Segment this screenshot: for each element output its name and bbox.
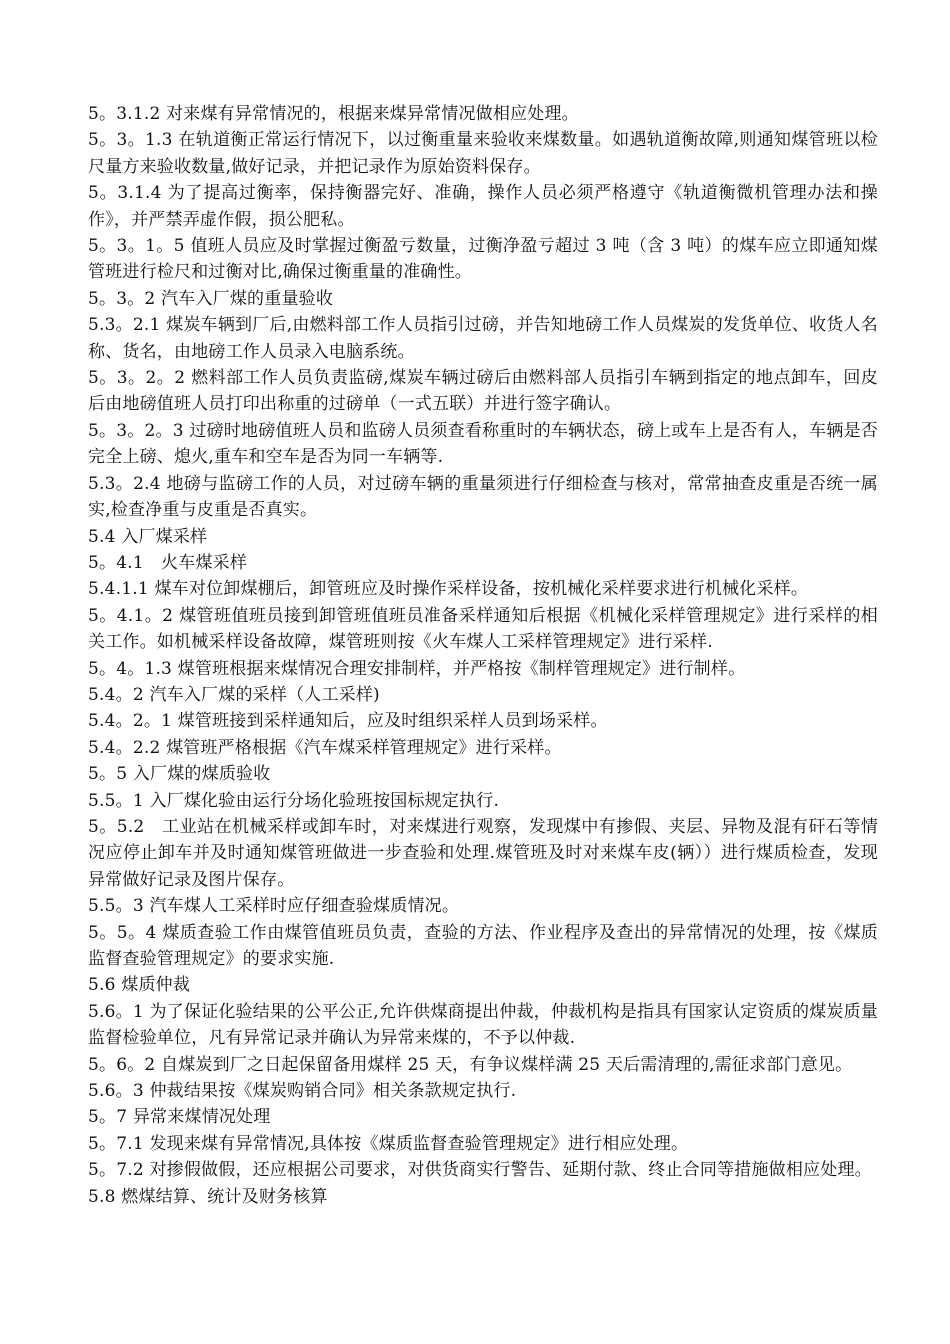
paragraph: 5。3。2。3 过磅时地磅值班人员和监磅人员须查看称重时的车辆状态，磅上或车上是否有人，车辆是否完全上磅、熄火,重车和空车是否为同一车辆等. [88,420,878,468]
paragraph: 5.3。2.4 地磅与监磅工作的人员，对过磅车辆的重量须进行仔细检查与核对，常常抽查皮重是否统一属实,检查净重与皮重是否真实。 [88,473,878,521]
paragraph: 5.4。2。1 煤管班接到采样通知后，应及时组织采样人员到场采样。 [88,711,608,732]
section-heading: 5.4。2 汽车入厂煤的采样（人工采样) [88,684,380,705]
paragraph: 5.5。1 入厂煤化验由运行分场化验班按国标规定执行. [88,790,500,811]
paragraph: 5.6。3 仲裁结果按《煤炭购销合同》相关条款规定执行. [88,1081,517,1102]
paragraph: 5。5。4 煤质查验工作由煤管值班员负责，查验的方法、作业程序及查出的异常情况的处理，按《煤质监督查验管理规定》的要求实施. [88,922,878,969]
paragraph: 5。7.2 对掺假做假，还应根据公司要求，对供货商实行警告、延期付款、终止合同等措施做相应处理。 [88,1160,872,1181]
paragraph: 5。4。1.3 煤管班根据来煤情况合理安排制样，并严格按《制样管理规定》进行制样。 [88,658,746,679]
section-heading: 5.6 煤质仲裁 [88,975,191,996]
document-body [88,101,878,1210]
section-heading: 5.8 燃煤结算、统计及财务核算 [88,1186,328,1207]
paragraph: 5。3。2。2 燃料部工作人员负责监磅,煤炭车辆过磅后由燃料部人员指引车辆到指定的地点卸车，回皮后由地磅值班人员打印出称重的过磅单（一式五联）并进行签字确认。 [88,368,878,415]
paragraph: 5。3。1.3 在轨道衡正常运行情况下，以过衡重量来验收来煤数量。如遇轨道衡故障,则通知煤管班以检尺量方来验收数量,做好记录，并把记录作为原始资料保存。 [88,130,878,177]
paragraph: 5。3。1。5 值班人员应及时掌握过衡盈亏数量，过衡净盈亏超过 3 吨（含 3 吨）的煤车应立即通知煤管班进行检尺和过衡对比,确保过衡重量的准确性。 [88,236,878,283]
paragraph: 5。3.1.2 对来煤有异常情况的，根据来煤异常情况做相应处理。 [88,104,579,124]
paragraph: 5.6。1 为了保证化验结果的公平公正,允许供煤商提出仲裁，仲裁机构是指具有国家认定资质的煤炭质量监督检验单位，凡有异常记录并确认为异常来煤的，不予以仲裁. [88,1001,878,1049]
paragraph: 5。6。2 自煤炭到厂之日起保留备用煤样 25 天，有争议煤样满 25 天后需清理的,需征求部门意见。 [88,1054,853,1075]
section-heading: 5。4.1 火车煤采样 [88,552,248,573]
paragraph: 5.4.1.1 煤车对位卸煤棚后，卸管班应及时操作采样设备，按机械化采样要求进行机械化采样。 [88,579,809,600]
paragraph: 5.3。2.1 煤炭车辆到厂后,由燃料部工作人员指引过磅，并告知地磅工作人员煤炭的发货单位、收货人名称、货名，由地磅工作人员录入电脑系统。 [88,315,878,362]
section-heading: 5.4 入厂煤采样 [88,526,208,547]
section-heading: 5。5 入厂煤的煤质验收 [88,764,271,785]
paragraph: 5。4.1。2 煤管班值班员接到卸管班值班员准备采样通知后根据《机械化采样管理规定》进行采样的相关工作。如机械采样设备故障，煤管班则按《火车煤人工采样管理规定》进行采样. [88,605,878,653]
paragraph: 5.4。2.2 煤管班严格根据《汽车煤采样管理规定》进行采样。 [88,737,562,758]
paragraph: 5.5。3 汽车煤人工采样时应仔细查验煤质情况。 [88,896,460,917]
paragraph: 5。7.1 发现来煤有异常情况,具体按《煤质监督查验管理规定》进行相应处理。 [88,1133,689,1154]
paragraph: 5。5.2 工业站在机械采样或卸车时，对来煤进行观察，发现煤中有掺假、夹层、异物及混有矸石等情况应停止卸车并及时通知煤管班做进一步查验和处理.煤管班及时对来煤车皮(辆））进行煤质检查，发现异常做好记录及图片保存。 [88,816,878,890]
section-heading: 5。3。2 汽车入厂煤的重量验收 [88,288,334,309]
section-heading: 5。7 异常来煤情况处理 [88,1107,271,1128]
paragraph: 5。3.1.4 为了提高过衡率，保持衡器完好、准确，操作人员必须严格遵守《轨道衡微机管理办法和操作》，并严禁弄虚作假，损公肥私。 [88,183,878,230]
